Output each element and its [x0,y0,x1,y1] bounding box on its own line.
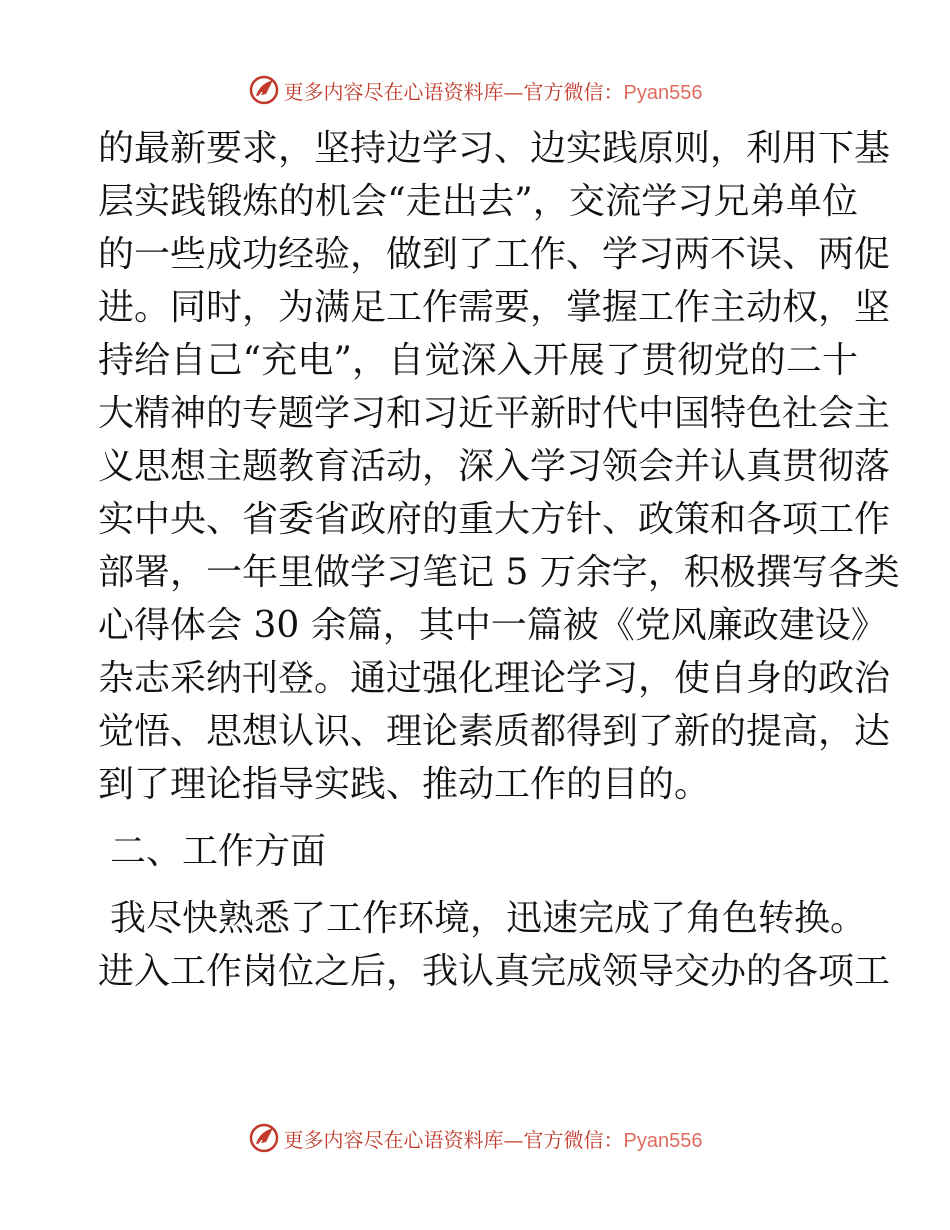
text-line: 义思想主题教育活动，深入学习领会并认真贯彻落 [98,446,891,487]
paragraph-gap [98,878,858,892]
section-heading: 二、工作方面 [110,831,327,872]
text-line: 的一些成功经验，做到了工作、学习两不误、两促 [98,234,891,275]
text-line: 部署，一年里做学习笔记 5 万余字，积极撰写各类 [98,552,900,593]
text-line: 进。同时，为满足工作需要，掌握工作主动权，坚 [98,287,891,328]
text-line: 层实践锻炼的机会“走出去”，交流学习兄弟单位 [98,181,858,222]
text-line: 大精神的专题学习和习近平新时代中国特色社会主 [98,393,891,434]
text-line: 心得体会 30 余篇，其中一篇被《党风廉政建设》 [98,605,887,646]
paragraph-gap [98,811,858,825]
text-line: 我尽快熟悉了工作环境，迅速完成了角色转换。 [110,898,867,939]
text-line: 的最新要求，坚持边学习、边实践原则，利用下基 [98,128,891,169]
footer-banner [0,1118,950,1158]
brand-logo-icon [248,74,280,106]
text-line: 觉悟、思想认识、理论素质都得到了新的提高，达 [98,711,891,752]
document-body [98,122,900,998]
brand-logo-icon [248,1122,280,1154]
footer-wechat-id: Pyan556 [623,1129,703,1152]
header-banner [0,70,950,110]
text-line: 到了理论指导实践、推动工作的目的。 [98,764,711,805]
text-line: 进入工作岗位之后，我认真完成领导交办的各项工 [98,951,891,992]
text-line: 持给自己“充电”，自觉深入开展了贯彻党的二十 [98,340,858,381]
header-banner-text: 更多内容尽在心语资料库—官方微信： [283,79,624,104]
footer-banner-text: 更多内容尽在心语资料库—官方微信： [283,1127,624,1152]
text-line: 杂志采纳刊登。通过强化理论学习，使自身的政治 [98,658,891,699]
text-line: 实中央、省委省政府的重大方针、政策和各项工作 [98,499,891,540]
header-wechat-id: Pyan556 [623,81,703,104]
